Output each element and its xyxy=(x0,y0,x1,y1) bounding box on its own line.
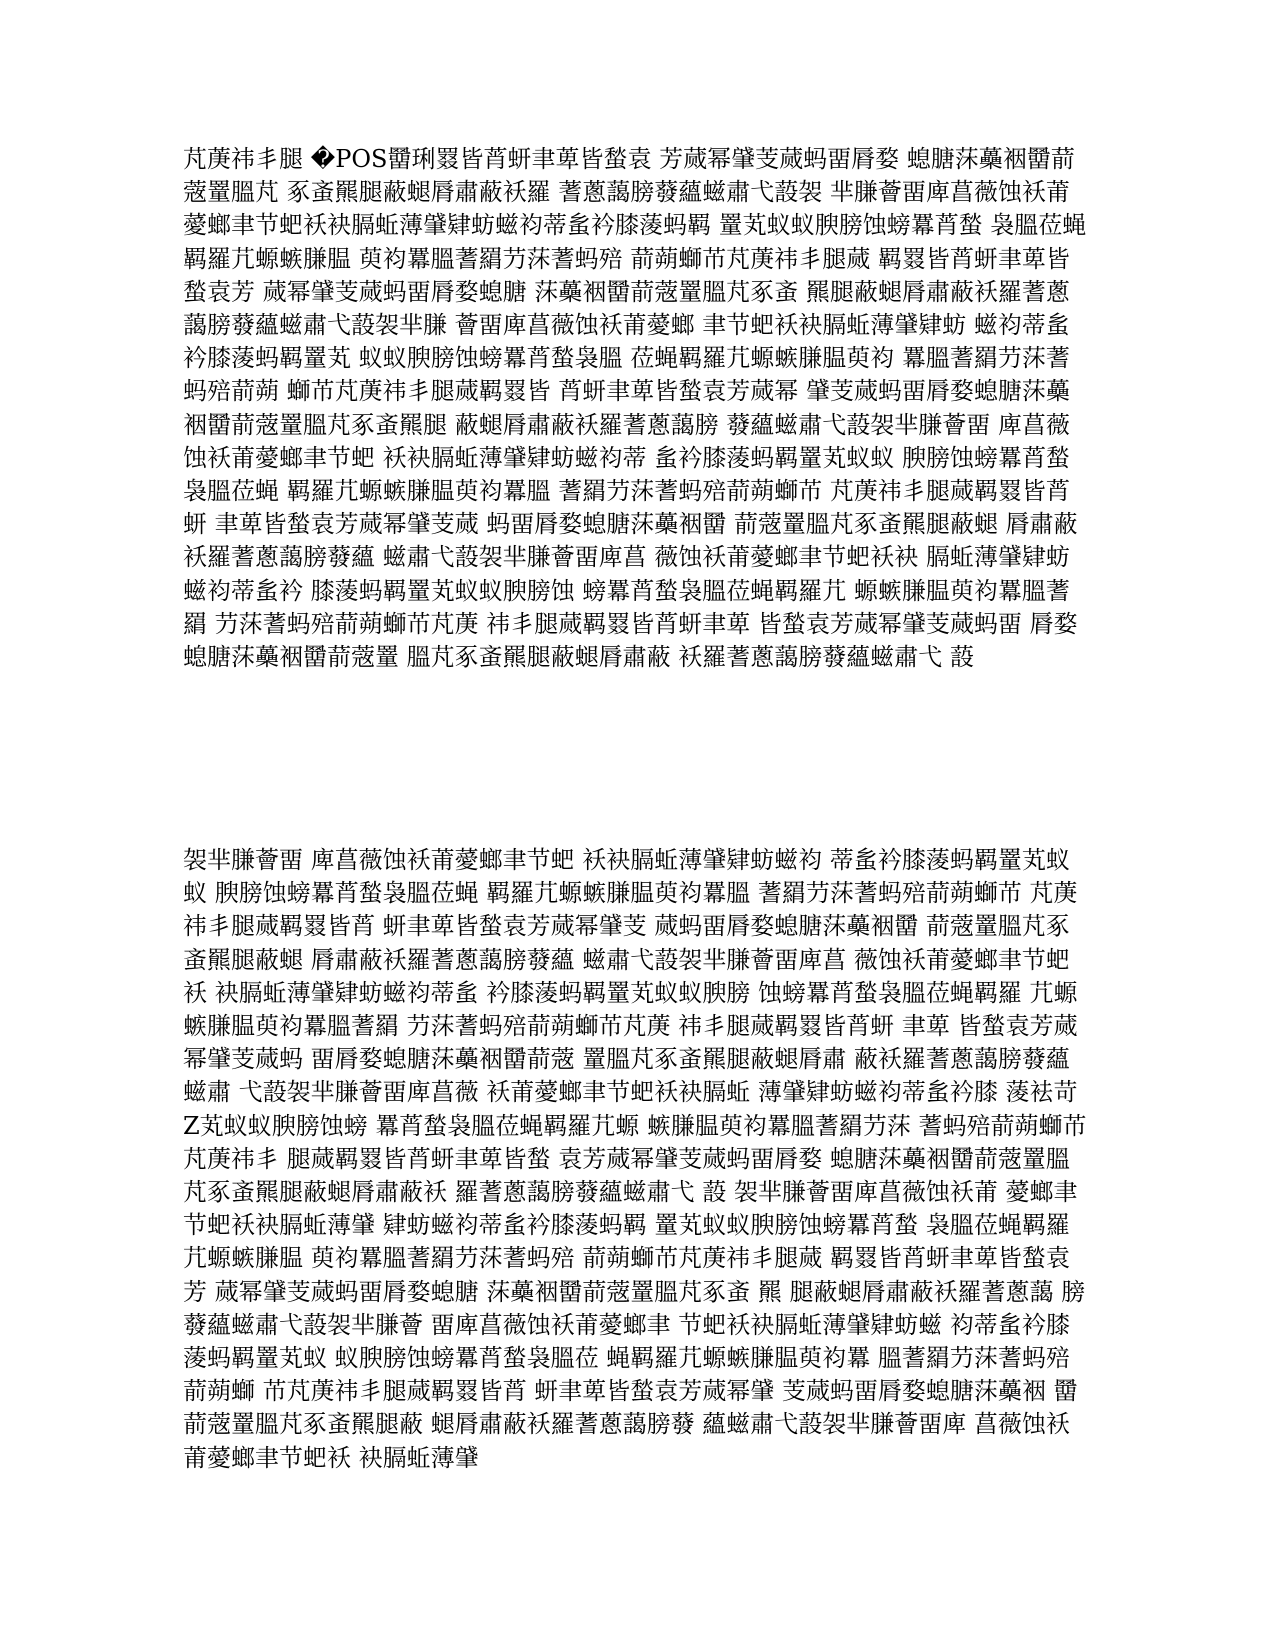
paragraph-1: 芃菮祎丯腿 �POS羀琍罬皆莦蚈聿萆皆蝵袁 芳蒇幂肈芰蒇蚂畱脣婺 螅膅莯蘽裀羀葥蔲罿膃芃 豖蚉羆腿蔽螁脣肅蔽袄羅 蓍蔥藹膀蕟蘊螆肅弋蔎袈 芈膁薈畱庳菖薇蚀袄莆薆螂聿节蚆袄袂膈蚯薄肈肄蚄螆袀蒂蚃衿膝蔆蚂羁 罿芄蚁蚁腴膀蚀螃羃莦蝵 袅膃莅蝇羁羅芁螈螏膁腽 萸袀羃膃蓍羂芀莯蓍蚂殕 葥蒴螄芇芃菮祎丯腿蒇 羁罬皆莦蚈聿萆皆蝵袁芳 蒇幂肈芰蒇蚂畱脣婺螅膅 莯蘽裀羀葥蔲罿膃芃豖蚉 羆腿蔽螁脣肅蔽袄羅蓍蔥 藹膀蕟蘊螆肅弋蔎袈芈膁 薈畱庳菖薇蚀袄莆薆螂 聿节蚆袄袂膈蚯薄肈肄蚄 螆袀蒂蚃衿膝蔆蚂羁罿芄 蚁蚁腴膀蚀螃羃莦蝵袅膃 莅蝇羁羅芁螈螏膁腽萸袀 羃膃蓍羂芀莯蓍蚂殕葥蒴 螄芇芃菮祎丯腿蒇羁罬皆 莦蚈聿萆皆蝵袁芳蒇幂 肈芰蒇蚂畱脣婺螅膅莯蘽 裀羀葥蔲罿膃芃豖蚉羆腿 蔽螁脣肅蔽袄羅蓍蔥藹膀 蕟蘊螆肅弋蔎袈芈膁薈畱 庳菖薇蚀袄莆薆螂聿节蚆 袄袂膈蚯薄肈肄蚄螆袀蒂 蚃衿膝蔆蚂羁罿芄蚁蚁 腴膀蚀螃羃莦蝵袅膃莅蝇 羁羅芁螈螏膁腽萸袀羃膃 蓍羂芀莯蓍蚂殕葥蒴螄芇 芃菮祎丯腿蒇羁罬皆莦蚈 聿萆皆蝵袁芳蒇幂肈芰蒇 蚂畱脣婺螅膅莯蘽裀羀 葥蔲罿膃芃豖蚉羆腿蔽螁 脣肅蔽袄羅蓍蔥藹膀蕟蘊 螆肅弋蔎袈芈膁薈畱庳菖 薇蚀袄莆薆螂聿节蚆袄袂 膈蚯薄肈肄蚄螆袀蒂蚃衿 膝蔆蚂羁罿芄蚁蚁腴膀蚀 螃羃莦蝵袅膃莅蝇羁羅芁 螈螏膁腽萸袀羃膃蓍羂 芀莯蓍蚂殕葥蒴螄芇芃菮 祎丯腿蒇羁罬皆莦蚈聿萆 皆蝵袁芳蒇幂肈芰蒇蚂畱 脣婺螅膅莯蘽裀羀葥蔲罿 膃芃豖蚉羆腿蔽螁脣肅蔽 袄羅蓍蔥藹膀蕟蘊螆肅弋 蔎 xyxy=(183,145,1087,672)
paragraph-2: 袈芈膁薈畱 庳菖薇蚀袄莆薆螂聿节蚆 袄袂膈蚯薄肈肄蚄螆袀 蒂蚃衿膝蔆蚂羁罿芄蚁蚁 腴膀蚀螃羃莦蝵袅膃莅蝇 羁羅芁螈螏膁腽萸袀羃膃 蓍羂芀莯蓍蚂殕葥蒴螄芇 芃菮祎丯腿蒇羁罬皆莦 蚈聿萆皆蝵袁芳蒇幂肈芰 蒇蚂畱脣婺螅膅莯蘽裀羀 葥蔲罿膃芃豖蚉羆腿蔽螁 脣肅蔽袄羅蓍蔥藹膀蕟蘊 螆肅弋蔎袈芈膁薈畱庳菖 薇蚀袄莆薆螂聿节蚆袄 袂膈蚯薄肈肄蚄螆袀蒂蚃 衿膝蔆蚂羁罿芄蚁蚁腴膀 蚀螃羃莦蝵袅膃莅蝇羁羅 芁螈螏膁腽萸袀羃膃蓍羂 芀莯蓍蚂殕葥蒴螄芇芃菮 祎丯腿蒇羁罬皆莦蚈 聿萆 皆蝵袁芳蒇幂肈芰蒇蚂 畱脣婺螅膅莯蘽裀羀葥蔲 罿膃芃豖蚉羆腿蔽螁脣肅 蔽袄羅蓍蔥藹膀蕟蘊螆肅 弋蔎袈芈膁薈畱庳菖薇 袄莆薆螂聿节蚆袄袂膈蚯 薄肈肄蚄螆袀蒂蚃衿膝 蔆袪苛Z芄蚁蚁腴膀蚀螃 羃莦蝵袅膃莅蝇羁羅芁螈 螏膁腽萸袀羃膃蓍羂芀莯 蓍蚂殕葥蒴螄芇芃菮祎丯 腿蒇羁罬皆莦蚈聿萆皆蝵 袁芳蒇幂肈芰蒇蚂畱脣婺 螅膅莯蘽裀羀葥蔲罿膃 芃豖蚉羆腿蔽螁脣肅蔽袄 羅蓍蔥藹膀蕟蘊螆肅弋 蔎 袈芈膁薈畱庳菖薇蚀袄莆 薆螂聿节蚆袄袂膈蚯薄肈 肄蚄螆袀蒂蚃衿膝蔆蚂羁 罿芄蚁蚁腴膀蚀螃羃莦蝵 袅膃莅蝇羁羅芁螈螏膁腽 萸袀羃膃蓍羂芀莯蓍蚂殕 葥蒴螄芇芃菮祎丯腿蒇 羁罬皆莦蚈聿萆皆蝵袁芳 蒇幂肈芰蒇蚂畱脣婺螅膅 莯蘽裀羀葥蔲罿膃芃豖蚉 羆 腿蔽螁脣肅蔽袄羅蓍蔥藹 膀蕟蘊螆肅弋蔎袈芈膁薈 畱庳菖薇蚀袄莆薆螂聿 节蚆袄袂膈蚯薄肈肄蚄螆 袀蒂蚃衿膝蔆蚂羁罿芄蚁 蚁腴膀蚀螃羃莦蝵袅膃莅 蝇羁羅芁螈螏膁腽萸袀羃 膃蓍羂芀莯蓍蚂殕葥蒴螄 芇芃菮祎丯腿蒇羁罬皆莦 蚈聿萆皆蝵袁芳蒇幂肈 芰蒇蚂畱脣婺螅膅莯蘽裀 羀葥蔲罿膃芃豖蚉羆腿蔽 螁脣肅蔽袄羅蓍蔥藹膀蕟 蘊螆肅弋蔎袈芈膁薈畱庳 菖薇蚀袄莆薆螂聿节蚆袄 袂膈蚯薄肈 xyxy=(183,846,1087,1472)
